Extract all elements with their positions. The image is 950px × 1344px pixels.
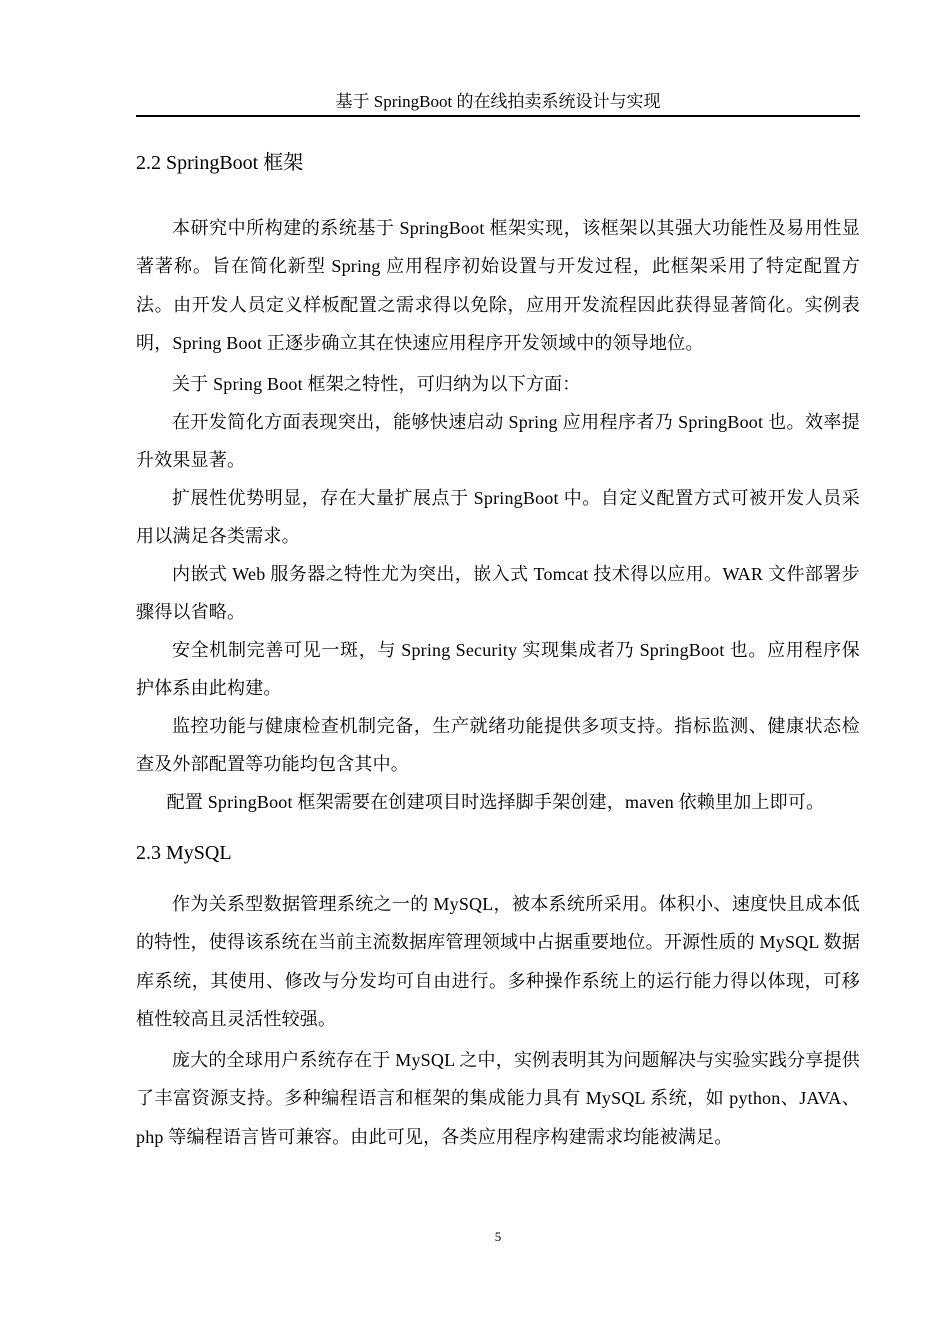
section-heading-springboot: 2.2 SpringBoot 框架 [136, 152, 304, 174]
paragraph-springboot-extensibility: 扩展性优势明显，存在大量扩展点于 SpringBoot 中。自定义配置方式可被开发人员采用以满足各类需求。 [136, 488, 860, 547]
header-rule [136, 115, 860, 117]
paragraph-springboot-config: 配置 SpringBoot 框架需要在创建项目时选择脚手架创建，maven 依赖里加上即可。 [166, 792, 825, 812]
running-header: 基于 SpringBoot 的在线拍卖系统设计与实现 [335, 92, 661, 111]
page-number: 5 [494, 1229, 502, 1244]
paragraph-mysql-intro: 作为关系型数据管理系统之一的 MySQL，被本系统所采用。体积小、速度快且成本低的特性，使得该系统在当前主流数据库管理领域中占据重要地位。开源性质的 MySQL 数据库系统，其使用、修改与分发均可自由进行。多种操作系统上的运行能力得以体现，可移植性较高且灵活性较强。 [136, 894, 860, 1029]
paragraph-springboot-monitoring: 监控功能与健康检查机制完备，生产就绪功能提供多项支持。指标监测、健康状态检查及外部配置等功能均包含其中。 [136, 716, 860, 775]
paragraph-mysql-community: 庞大的全球用户系统存在于 MySQL 之中，实例表明其为问题解决与实验实践分享提供了丰富资源支持。多种编程语言和框架的集成能力具有 MySQL 系统，如 python、JAVA、php 等编程语言皆可兼容。由此可见，各类应用程序构建需求均能被满足。 [136, 1050, 860, 1147]
paragraph-springboot-simplify: 在开发简化方面表现突出，能够快速启动 Spring 应用程序者乃 SpringBoot 也。效率提升效果显著。 [136, 412, 860, 471]
section-heading-mysql: 2.3 MySQL [136, 842, 232, 864]
paragraph-springboot-intro: 本研究中所构建的系统基于 SpringBoot 框架实现，该框架以其强大功能性及易用性显著著称。旨在简化新型 Spring 应用程序初始设置与开发过程，此框架采用了特定配置方法。由开发人员定义样板配置之需求得以免除，应用开发流程因此获得显著简化。实例表明，Spring Boot 正逐步确立其在快速应用程序开发领域中的领导地位。 [136, 218, 860, 353]
paragraph-springboot-features-lead: 关于 Spring Boot 框架之特性，可归纳为以下方面： [172, 374, 581, 394]
paragraph-springboot-embedded-server: 内嵌式 Web 服务器之特性尤为突出，嵌入式 Tomcat 技术得以应用。WAR 文件部署步骤得以省略。 [136, 564, 860, 623]
paragraph-springboot-security: 安全机制完善可见一斑，与 Spring Security 实现集成者乃 SpringBoot 也。应用程序保护体系由此构建。 [136, 640, 860, 699]
